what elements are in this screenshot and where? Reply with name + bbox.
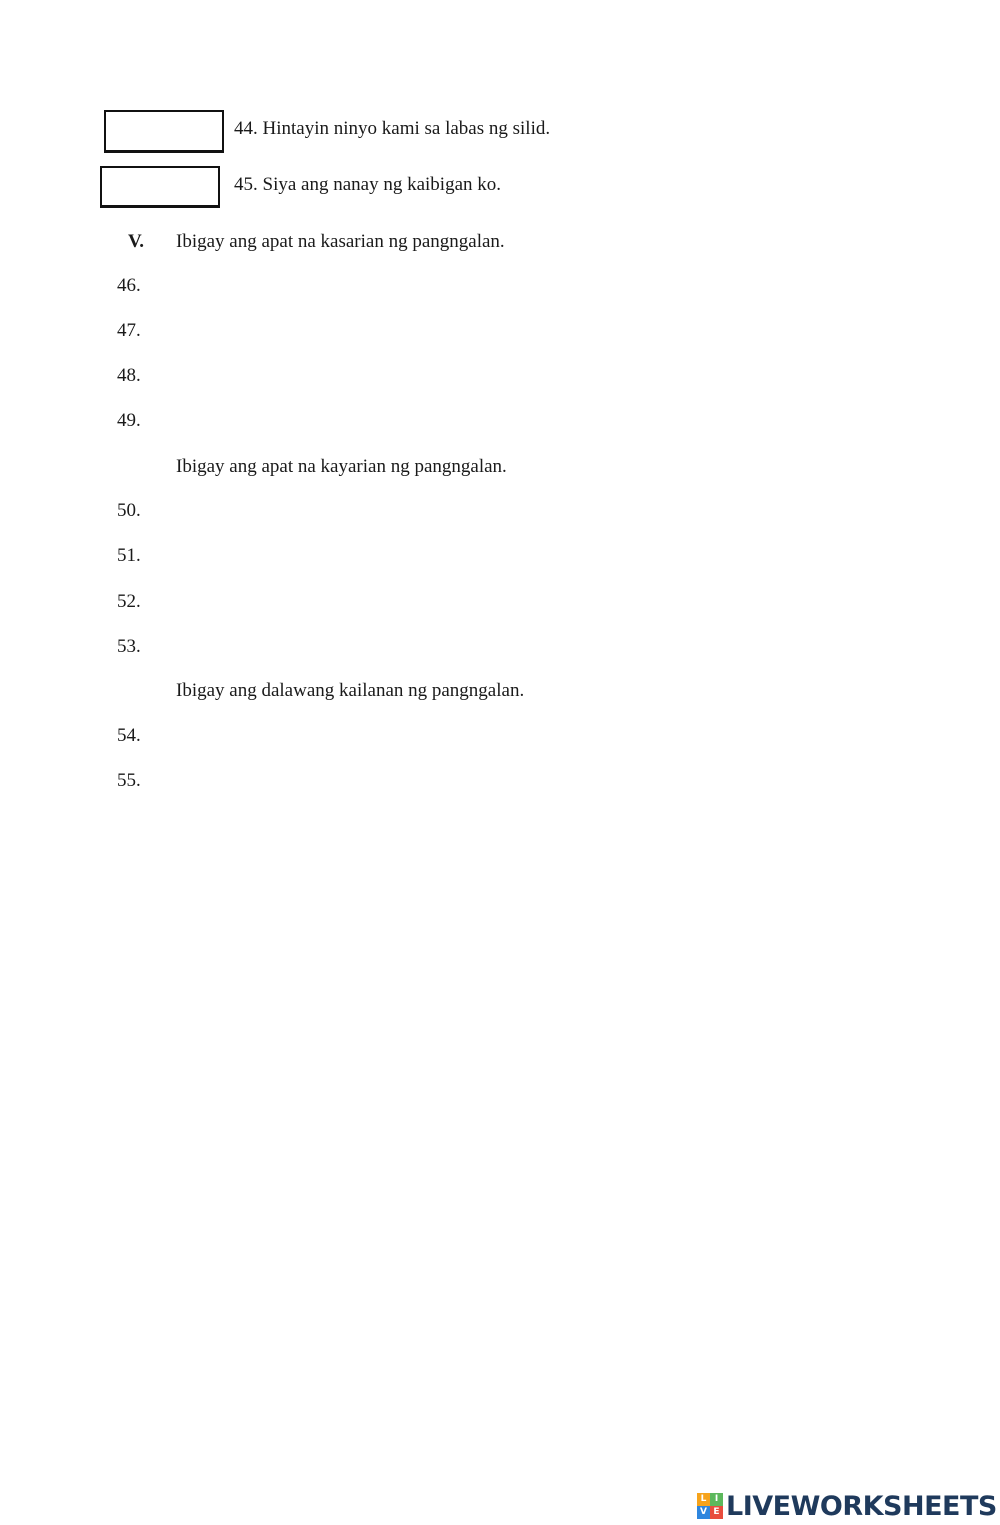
logo-mark-l: L bbox=[697, 1493, 710, 1506]
item-number-49: 49. bbox=[117, 410, 141, 431]
item-45-text: 45. Siya ang nanay ng kaibigan ko. bbox=[234, 174, 502, 195]
section-instruction-kayarian: Ibigay ang apat na kayarian ng pangngalan. bbox=[176, 456, 507, 477]
item-number-54: 54. bbox=[117, 725, 141, 746]
item-number-46: 46. bbox=[117, 275, 141, 296]
item-number-51: 51. bbox=[117, 545, 141, 566]
liveworksheets-logo bbox=[697, 1490, 997, 1522]
item-number-48: 48. bbox=[117, 365, 141, 386]
item-number-52: 52. bbox=[117, 591, 141, 612]
item-number-50: 50. bbox=[117, 500, 141, 521]
answer-box-45[interactable] bbox=[100, 166, 220, 208]
item-number-47: 47. bbox=[117, 320, 141, 341]
section-instruction-kasarian: Ibigay ang apat na kasarian ng pangngalan. bbox=[176, 231, 505, 252]
item-number-55: 55. bbox=[117, 770, 141, 791]
item-44-text: 44. Hintayin ninyo kami sa labas ng silid. bbox=[234, 118, 551, 139]
logo-text: LIVEWORKSHEETS bbox=[726, 1490, 997, 1522]
logo-mark-icon bbox=[697, 1493, 723, 1519]
answer-box-44[interactable] bbox=[104, 110, 224, 153]
item-number-53: 53. bbox=[117, 636, 141, 657]
logo-mark-v: V bbox=[697, 1506, 710, 1519]
section-roman-numeral: V. bbox=[128, 231, 145, 252]
logo-mark-e: E bbox=[710, 1506, 723, 1519]
logo-mark-i: I bbox=[710, 1493, 723, 1506]
section-instruction-kailanan: Ibigay ang dalawang kailanan ng pangngalan. bbox=[176, 680, 525, 701]
